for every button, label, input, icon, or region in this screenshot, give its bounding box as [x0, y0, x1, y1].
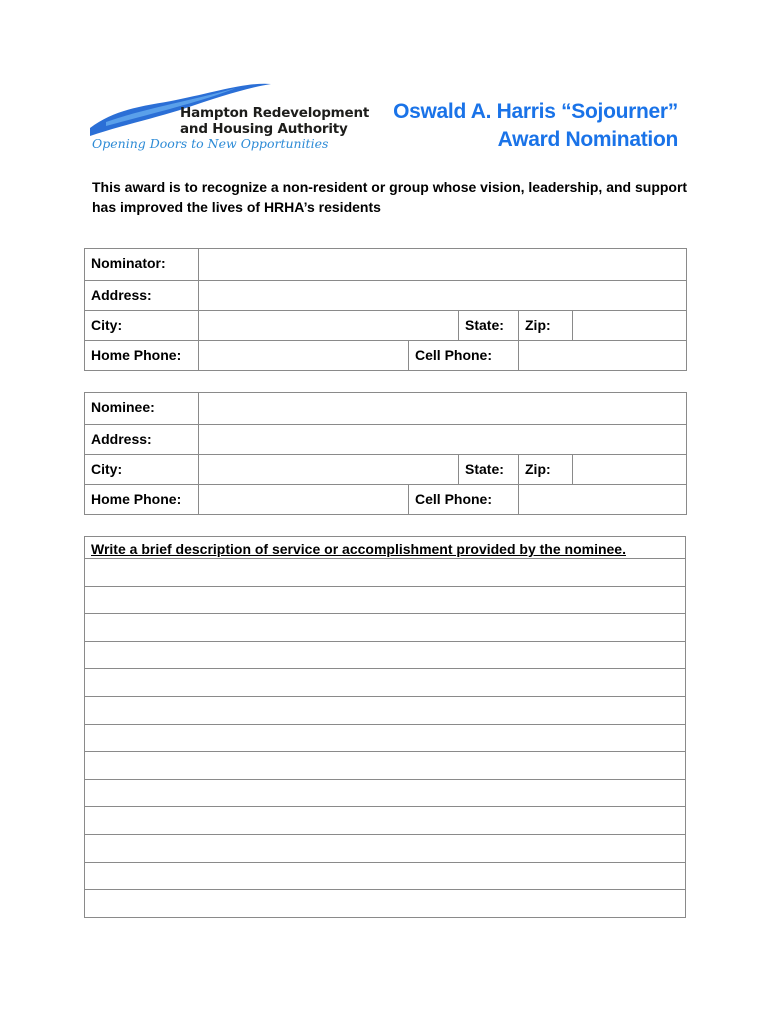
nominee-zip-field[interactable] [573, 455, 687, 485]
logo-line-2: and Housing Authority [180, 121, 348, 137]
nominator-cell-phone-label: Cell Phone: [409, 341, 519, 371]
nominee-address-field[interactable] [199, 425, 687, 455]
logo-line-1: Hampton Redevelopment [180, 105, 370, 121]
nominee-city-label: City: [85, 455, 199, 485]
nominator-name-field[interactable] [199, 249, 687, 281]
nominee-state-label: State: [459, 455, 519, 485]
nominee-cell-phone-field[interactable] [519, 485, 687, 515]
nominator-zip-label: Zip: [519, 311, 573, 341]
description-heading: Write a brief description of service or accomplishment provided by the nominee. [85, 537, 686, 559]
hrha-logo [86, 78, 370, 158]
nominator-section [84, 248, 687, 371]
nominee-address-label: Address: [85, 425, 199, 455]
description-section [84, 536, 686, 918]
nominator-home-phone-field[interactable] [199, 341, 409, 371]
logo-tagline: Opening Doors to New Opportunities [92, 136, 329, 151]
nominee-home-phone-label: Home Phone: [85, 485, 199, 515]
description-line[interactable] [85, 696, 686, 724]
nominator-zip-field[interactable] [573, 311, 687, 341]
description-line[interactable] [85, 890, 686, 918]
nominator-city-field[interactable] [199, 311, 459, 341]
nominee-zip-label: Zip: [519, 455, 573, 485]
description-line[interactable] [85, 724, 686, 752]
description-line[interactable] [85, 559, 686, 587]
nominator-address-label: Address: [85, 281, 199, 311]
description-line[interactable] [85, 752, 686, 780]
title-line-2: Award Nomination [497, 128, 678, 151]
nominee-home-phone-field[interactable] [199, 485, 409, 515]
description-line[interactable] [85, 669, 686, 697]
nominee-city-field[interactable] [199, 455, 459, 485]
nominee-label: Nominee: [85, 393, 199, 425]
nominee-cell-phone-label: Cell Phone: [409, 485, 519, 515]
page-title [393, 98, 678, 154]
nominee-section [84, 392, 687, 515]
nominator-state-label: State: [459, 311, 519, 341]
description-line[interactable] [85, 834, 686, 862]
nominee-name-field[interactable] [199, 393, 687, 425]
description-line[interactable] [85, 614, 686, 642]
nominator-city-label: City: [85, 311, 199, 341]
description-line[interactable] [85, 779, 686, 807]
nominator-label: Nominator: [85, 249, 199, 281]
description-line[interactable] [85, 641, 686, 669]
description-line[interactable] [85, 862, 686, 890]
nominator-home-phone-label: Home Phone: [85, 341, 199, 371]
description-line[interactable] [85, 807, 686, 835]
nominator-address-field[interactable] [199, 281, 687, 311]
description-line[interactable] [85, 586, 686, 614]
title-line-1: Oswald A. Harris “Sojourner” [393, 100, 678, 123]
intro-text: This award is to recognize a non-resident or group whose vision, leadership, and support has improved the lives of HRHA’s residents [92, 179, 688, 215]
nominator-cell-phone-field[interactable] [519, 341, 687, 371]
